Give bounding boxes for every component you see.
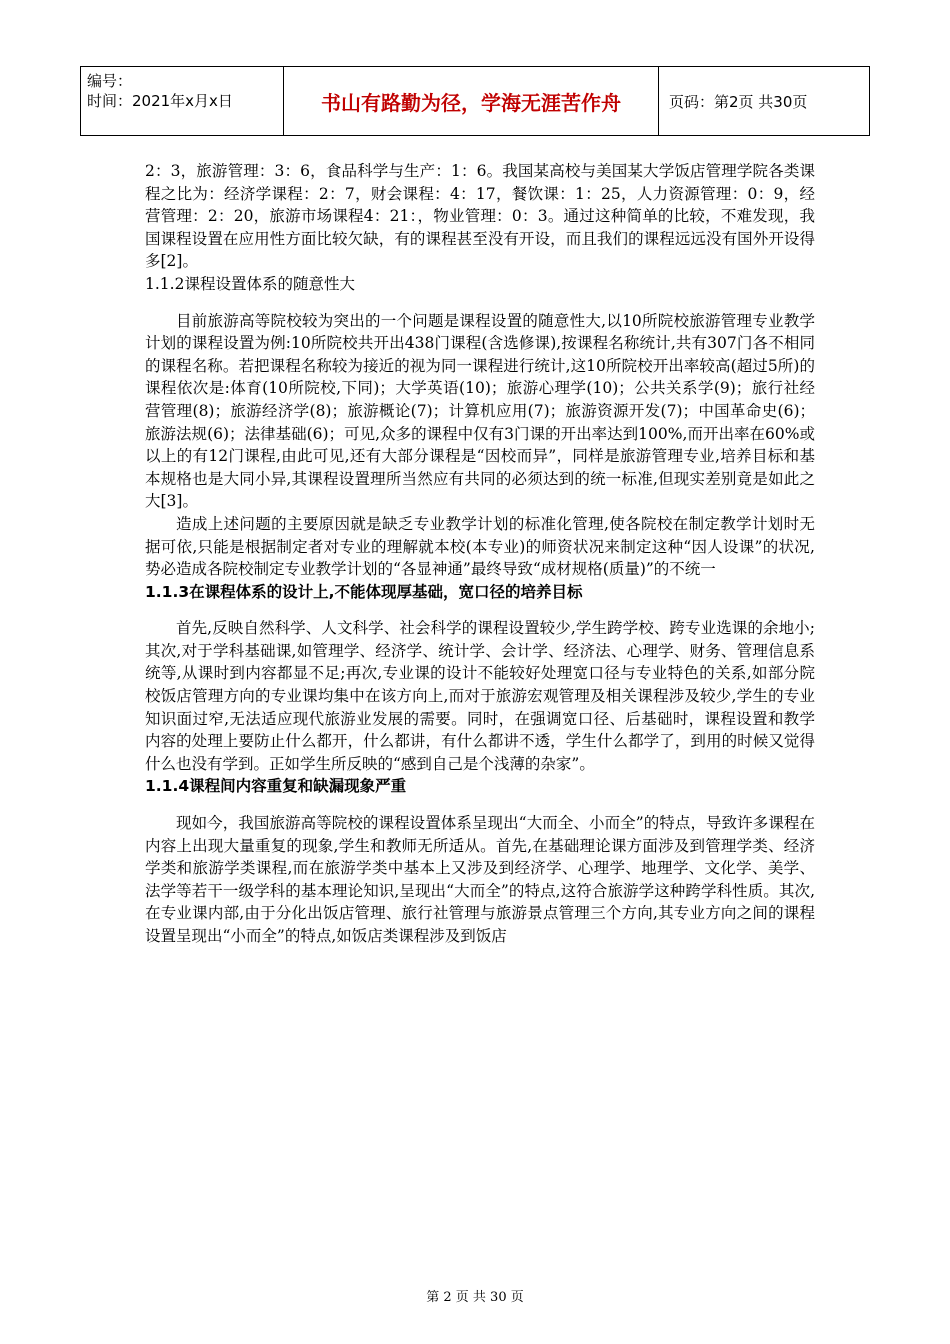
section-heading-1-1-4: 1.1.4课程间内容重复和缺漏现象严重 bbox=[145, 777, 407, 796]
paragraph: 首先,反映自然科学、人文科学、社会科学的课程设置较少,学生跨学校、跨专业选课的余地小;其次,对于学科基础课,如管理学、经济学、统计学、会计学、经济法、心理学、财务、管理信息系统等,从课时到内容都显不足;再次,专业课的设计不能较好处理宽口径与专业特色的关系,如部分院校饭店管理方向的专业课均集中在该方向上,而对于旅游宏观管理及相关课程涉及较少,学生的专业知识面过窄,无法适应现代旅游业发展的需要。同时，在强调宽口径、后基础时，课程设置和教学内容的处理上要防止什么都开，什么都讲，有什么都讲不透，学生什么都学了，到用的时候又觉得什么也没有学到。正如学生所反映的“感到自己是个浅薄的杂家”。 bbox=[145, 619, 815, 773]
document-body bbox=[145, 160, 815, 948]
header-page-info: 页码：第2页 共30页 bbox=[669, 92, 808, 111]
paragraph: 造成上述问题的主要原因就是缺乏专业教学计划的标准化管理,使各院校在制定教学计划时无据可依,只能是根据制定者对专业的理解就本校(本专业)的师资状况来制定这种“因人设课”的状况,势必造成各院校制定专业教学计划的“各显神通”最终导致“成材规格(质量)”的不统一 bbox=[145, 514, 815, 579]
page-header bbox=[80, 66, 870, 136]
section-heading-1-1-3: 1.1.3在课程体系的设计上,不能体现厚基础，宽口径的培养目标 bbox=[145, 582, 583, 601]
header-motto: 书山有路勤为径，学海无涯苦作舟 bbox=[284, 67, 659, 135]
page-footer: 第 2 页 共 30 页 bbox=[426, 1290, 524, 1305]
document-time-label: 时间：2021年x月x日 bbox=[87, 92, 233, 110]
paragraph: 2：3，旅游管理：3：6，食品科学与生产：1：6。我国某高校与美国某大学饭店管理学院各类课程之比为：经济学课程：2：7，财会课程：4：17，餐饮课：1：25，人力资源管理：0：9，经营管理：2：20，旅游市场课程4：21：，物业管理：0：3。通过这种简单的比较，不难发现，我国课程设置在应用性方面比较欠缺，有的课程甚至没有开设，而且我们的课程远远没有国外开设得多[2]。 bbox=[145, 162, 815, 271]
paragraph: 现如今，我国旅游高等院校的课程设置体系呈现出“大而全、小而全”的特点，导致许多课程在内容上出现大量重复的现象,学生和教师无所适从。首先,在基础理论课方面涉及到管理学类、经济学类和旅游学类课程,而在旅游学类中基本上又涉及到经济学、心理学、地理学、文化学、美学、法学等若干一级学科的基本理论知识,呈现出“大而全”的特点,这符合旅游学这种跨学科性质。其次,在专业课内部,由于分化出饭店管理、旅行社管理与旅游景点管理三个方向,其专业方向之间的课程设置呈现出“小而全”的特点,如饭店类课程涉及到饭店 bbox=[145, 814, 815, 945]
document-number-label: 编号： bbox=[87, 72, 133, 90]
header-meta bbox=[81, 67, 284, 135]
section-heading-1-1-2: 1.1.2课程设置体系的随意性大 bbox=[145, 274, 355, 293]
paragraph: 目前旅游高等院校较为突出的一个问题是课程设置的随意性大,以10所院校旅游管理专业教学计划的课程设置为例:10所院校共开出438门课程(含选修课),按课程名称统计,共有307门各不相同的课程名称。若把课程名称较为接近的视为同一课程进行统计,这10所院校开出率较高(超过5所)的课程依次是:体育(10所院校,下同)；大学英语(10)；旅游心理学(10)；公共关系学(9)；旅行社经营管理(8)；旅游经济学(8)；旅游概论(7)；计算机应用(7)；旅游资源开发(7)；中国革命史(6)；旅游法规(6)；法律基础(6)；可见,众多的课程中仅有3门课的开出率达到100%,而开出率在60%或以上的有12门课程,由此可见,还有大部分课程是“因校而异”，同样是旅游管理专业,培养目标和基本规格也是大同小异,其课程设置理所当然应有共同的必须达到的统一标准,但现实差别竟是如此之大[3]。 bbox=[145, 311, 815, 511]
